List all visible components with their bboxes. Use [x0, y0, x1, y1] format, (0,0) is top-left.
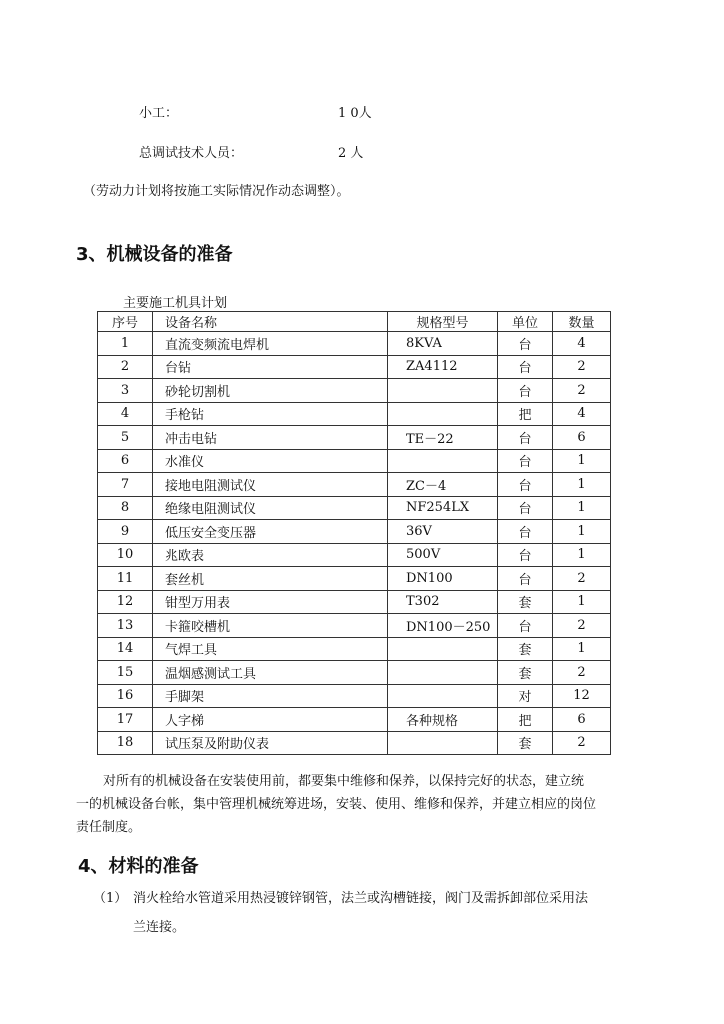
- cell-no: 2: [98, 355, 153, 379]
- cell-qty: 6: [553, 708, 611, 732]
- cell-no: 5: [98, 426, 153, 450]
- staff-count-1: 1 0人: [338, 106, 372, 121]
- cell-unit: 把: [498, 402, 553, 426]
- cell-spec: TE－22: [388, 426, 498, 450]
- cell-spec: [388, 684, 498, 708]
- table-row: [98, 708, 611, 732]
- cell-qty: 2: [553, 355, 611, 379]
- table-row: [98, 473, 611, 497]
- item-1-line-2: 兰连接。: [133, 920, 186, 935]
- table-row: [98, 661, 611, 685]
- cell-unit: 台: [498, 355, 553, 379]
- cell-name: 温烟感测试工具: [153, 661, 388, 685]
- table-row: [98, 637, 611, 661]
- cell-no: 12: [98, 590, 153, 614]
- cell-spec: DN100－250: [388, 614, 498, 638]
- cell-unit: 台: [498, 614, 553, 638]
- table-row: [98, 402, 611, 426]
- cell-name: 兆欧表: [153, 543, 388, 567]
- cell-no: 6: [98, 449, 153, 473]
- cell-unit: 台: [498, 379, 553, 403]
- cell-spec: 500V: [388, 543, 498, 567]
- cell-qty: 6: [553, 426, 611, 450]
- cell-qty: 1: [553, 590, 611, 614]
- cell-name: 冲击电钻: [153, 426, 388, 450]
- cell-unit: 台: [498, 473, 553, 497]
- paragraph-line-1: 对所有的机械设备在安装使用前，都要集中维修和保养，以保持完好的状态，建立统: [103, 774, 585, 789]
- item-1-number: （1）: [93, 891, 128, 906]
- col-header-qty: 数量: [553, 312, 611, 332]
- cell-qty: 1: [553, 496, 611, 520]
- cell-qty: 1: [553, 520, 611, 544]
- cell-unit: 台: [498, 543, 553, 567]
- cell-no: 3: [98, 379, 153, 403]
- cell-unit: 台: [498, 520, 553, 544]
- staff-role-1: 小工：: [139, 106, 179, 121]
- section-4-heading: 4、材料的准备: [78, 856, 199, 877]
- cell-name: 气焊工具: [153, 637, 388, 661]
- table-row: [98, 567, 611, 591]
- cell-name: 直流变频流电焊机: [153, 332, 388, 356]
- cell-name: 套丝机: [153, 567, 388, 591]
- cell-qty: 1: [553, 449, 611, 473]
- labor-note: （劳动力计划将按施工实际情况作动态调整）。: [83, 184, 350, 199]
- cell-qty: 4: [553, 402, 611, 426]
- cell-qty: 2: [553, 567, 611, 591]
- cell-no: 13: [98, 614, 153, 638]
- cell-no: 15: [98, 661, 153, 685]
- item-1-line-1: 消火栓给水管道采用热浸镀锌钢管，法兰或沟槽链接，阀门及需拆卸部位采用法: [133, 891, 589, 906]
- table-caption: 主要施工机具计划: [123, 296, 228, 311]
- cell-qty: 1: [553, 473, 611, 497]
- cell-spec: 36V: [388, 520, 498, 544]
- cell-spec: DN100: [388, 567, 498, 591]
- cell-spec: [388, 661, 498, 685]
- cell-spec: ZA4112: [388, 355, 498, 379]
- equipment-table: [97, 311, 611, 755]
- table-row: [98, 379, 611, 403]
- col-header-spec: 规格型号: [388, 312, 498, 332]
- cell-name: 砂轮切割机: [153, 379, 388, 403]
- table-row: [98, 426, 611, 450]
- cell-unit: 套: [498, 590, 553, 614]
- cell-no: 1: [98, 332, 153, 356]
- cell-unit: 台: [498, 496, 553, 520]
- cell-no: 18: [98, 731, 153, 755]
- cell-unit: 套: [498, 731, 553, 755]
- table-row: [98, 449, 611, 473]
- cell-name: 绝缘电阻测试仪: [153, 496, 388, 520]
- cell-qty: 1: [553, 543, 611, 567]
- cell-spec: [388, 379, 498, 403]
- cell-name: 手枪钻: [153, 402, 388, 426]
- table-header-row: [98, 312, 611, 332]
- cell-name: 低压安全变压器: [153, 520, 388, 544]
- table-row: [98, 520, 611, 544]
- cell-spec: 各种规格: [388, 708, 498, 732]
- cell-name: 水准仪: [153, 449, 388, 473]
- table-row: [98, 543, 611, 567]
- cell-no: 8: [98, 496, 153, 520]
- cell-spec: [388, 449, 498, 473]
- cell-qty: 2: [553, 661, 611, 685]
- cell-spec: T302: [388, 590, 498, 614]
- cell-no: 14: [98, 637, 153, 661]
- cell-name: 钳型万用表: [153, 590, 388, 614]
- table-row: [98, 332, 611, 356]
- table-row: [98, 731, 611, 755]
- cell-no: 7: [98, 473, 153, 497]
- cell-spec: [388, 402, 498, 426]
- cell-spec: ZC－4: [388, 473, 498, 497]
- table-row: [98, 355, 611, 379]
- col-header-name: 设备名称: [153, 312, 388, 332]
- table-row: [98, 590, 611, 614]
- paragraph-line-3: 责任制度。: [76, 820, 142, 835]
- cell-qty: 2: [553, 614, 611, 638]
- cell-qty: 2: [553, 731, 611, 755]
- cell-unit: 台: [498, 567, 553, 591]
- cell-unit: 台: [498, 332, 553, 356]
- cell-no: 9: [98, 520, 153, 544]
- cell-qty: 2: [553, 379, 611, 403]
- paragraph-line-2: 一的机械设备台帐，集中管理机械统筹进场，安装、使用、维修和保养，并建立相应的岗位: [76, 797, 597, 812]
- staff-role-2: 总调试技术人员：: [139, 146, 244, 161]
- table-row: [98, 614, 611, 638]
- cell-name: 手脚架: [153, 684, 388, 708]
- table-row: [98, 684, 611, 708]
- staff-count-2: 2 人: [338, 146, 364, 161]
- cell-no: 16: [98, 684, 153, 708]
- cell-name: 接地电阻测试仪: [153, 473, 388, 497]
- cell-spec: [388, 637, 498, 661]
- cell-no: 11: [98, 567, 153, 591]
- table-row: [98, 496, 611, 520]
- cell-unit: 台: [498, 449, 553, 473]
- col-header-unit: 单位: [498, 312, 553, 332]
- cell-unit: 套: [498, 637, 553, 661]
- cell-spec: 8KVA: [388, 332, 498, 356]
- col-header-no: 序号: [98, 312, 153, 332]
- cell-unit: 套: [498, 661, 553, 685]
- cell-name: 台钻: [153, 355, 388, 379]
- cell-no: 4: [98, 402, 153, 426]
- cell-no: 10: [98, 543, 153, 567]
- cell-name: 人字梯: [153, 708, 388, 732]
- cell-qty: 12: [553, 684, 611, 708]
- cell-unit: 对: [498, 684, 553, 708]
- cell-unit: 把: [498, 708, 553, 732]
- cell-spec: NF254LX: [388, 496, 498, 520]
- cell-spec: [388, 731, 498, 755]
- cell-name: 卡箍咬槽机: [153, 614, 388, 638]
- cell-no: 17: [98, 708, 153, 732]
- cell-unit: 台: [498, 426, 553, 450]
- cell-name: 试压泵及附助仪表: [153, 731, 388, 755]
- section-3-heading: 3、机械设备的准备: [76, 244, 233, 265]
- cell-qty: 4: [553, 332, 611, 356]
- cell-qty: 1: [553, 637, 611, 661]
